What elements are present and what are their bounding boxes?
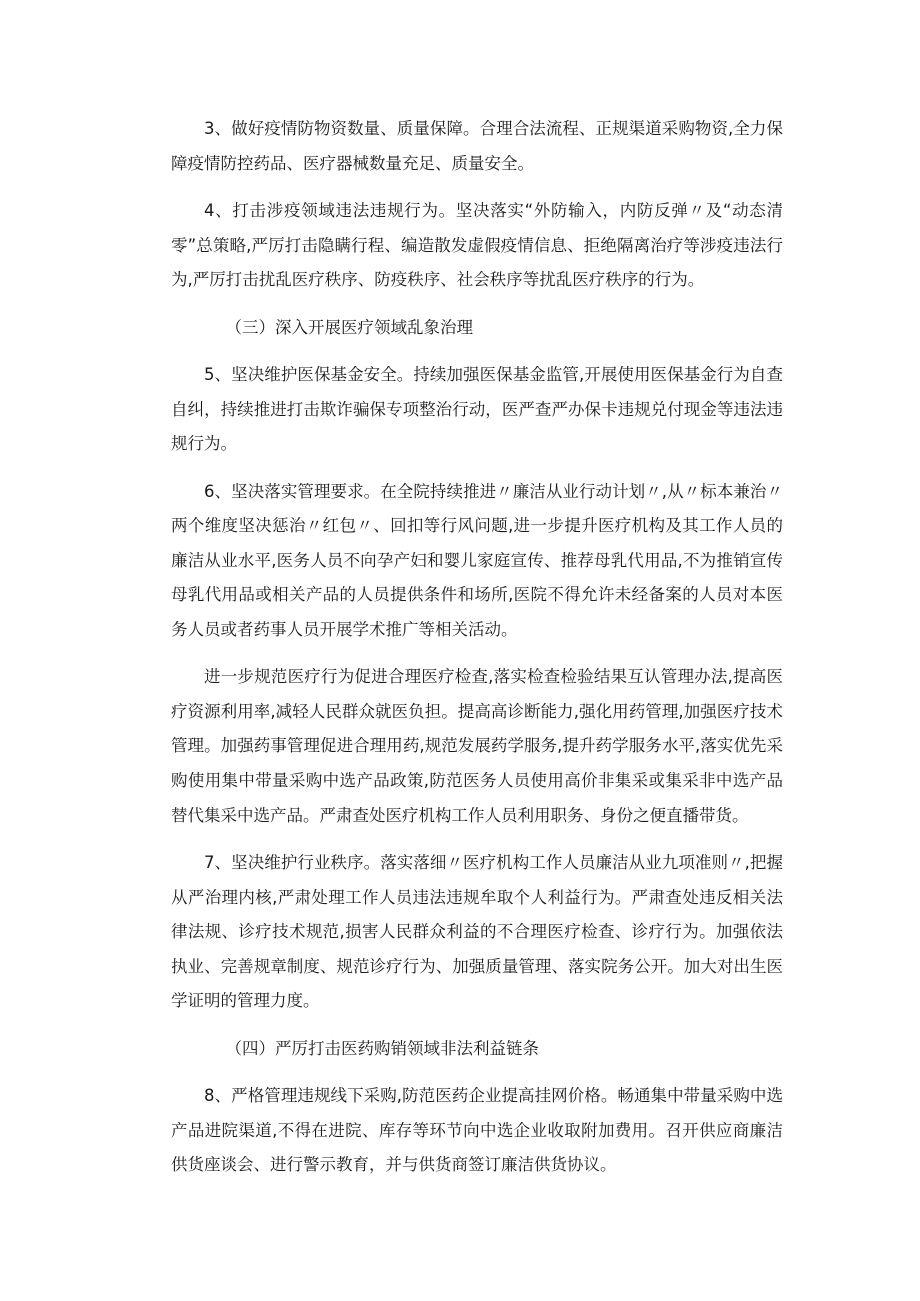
paragraph-medical-behavior: 进一步规范医疗行为促进合理医疗检查,落实检查检验结果互认管理办法,提高医疗资源利用率,减轻人民群众就医负担。提高高诊断能力,强化用药管理,加强医疗技术管理。加强药事管理促进合理用药,规范发展药学服务,提升药学服务水平,落实优先采购使用集中带量采购中选产品政策,防范医务人员使用高价非集采或集采非中选产品替代集采中选产品。严肃查处医疗机构工作人员利用职务、身份之便直播带货。 bbox=[171, 667, 783, 825]
paragraph-item-5: 5、坚决维护医保基金安全。持续加强医保基金监管,开展使用医保基金行为自查自纠，持续推进打击欺诈骗保专项整治行动，医严查严办保卡违规兑付现金等违法违规行为。 bbox=[171, 364, 783, 454]
paragraph-item-6: 6、坚决落实管理要求。在全院持续推进〃廉洁从业行动计划〃,从〃标本兼治〃两个维度坚决惩治〃红包〃、回扣等行风问题,进一步提升医疗机构及其工作人员的廉洁从业水平,医务人员不向孕产妇和婴儿家庭宣传、推荐母乳代用品,不为推销宣传母乳代用品或相关产品的人员提供条件和场所,医院不得允许未经备案的人员对本医务人员或者药事人员开展学术推广等相关活动。 bbox=[171, 481, 783, 639]
paragraph-item-8: 8、严格管理违规线下采购,防范医药企业提高挂网价格。畅通集中带量采购中选产品进院渠道,不得在进院、库存等环节向中选企业收取附加费用。召开供应商廉洁供货座谈会、进行警示教育，并与供货商签订廉洁供货协议。 bbox=[171, 1086, 783, 1175]
paragraph-item-7: 7、坚决维护行业秩序。落实落细〃医疗机构工作人员廉洁从业九项准则〃,把握从严治理内核,严肃处理工作人员违法违规牟取个人利益行为。严肃查处违反相关法律法规、诊疗技术规范,损害人民群众利益的不合理医疗检查、诊疗行为。加强依法执业、完善规章制度、规范诊疗行为、加强质量管理、落实院务公开。加大对出生医学证明的管理力度。 bbox=[171, 853, 783, 1011]
section-heading-4: （四）严厉打击医药购销领域非法利益链条 bbox=[225, 1038, 539, 1058]
document-body bbox=[171, 112, 783, 1196]
section-heading-3: （三）深入开展医疗领域乱象治理 bbox=[225, 317, 473, 337]
paragraph-item-3: 3、做好疫情防物资数量、质量保障。合理合法流程、正规渠道采购物资,全力保障疫情防控药品、医疗器械数量充足、质量安全。 bbox=[171, 119, 783, 173]
paragraph-item-4: 4、打击涉疫领域违法违规行为。坚决落实“外防输入，内防反弹〃及“动态清零”总策略,严厉打击隐瞒行程、编造散发虚假疫情信息、拒绝隔离治疗等涉疫违法行为,严厉打击扰乱医疗秩序、防疫秩序、社会秩序等扰乱医疗秩序的行为。 bbox=[171, 200, 783, 290]
